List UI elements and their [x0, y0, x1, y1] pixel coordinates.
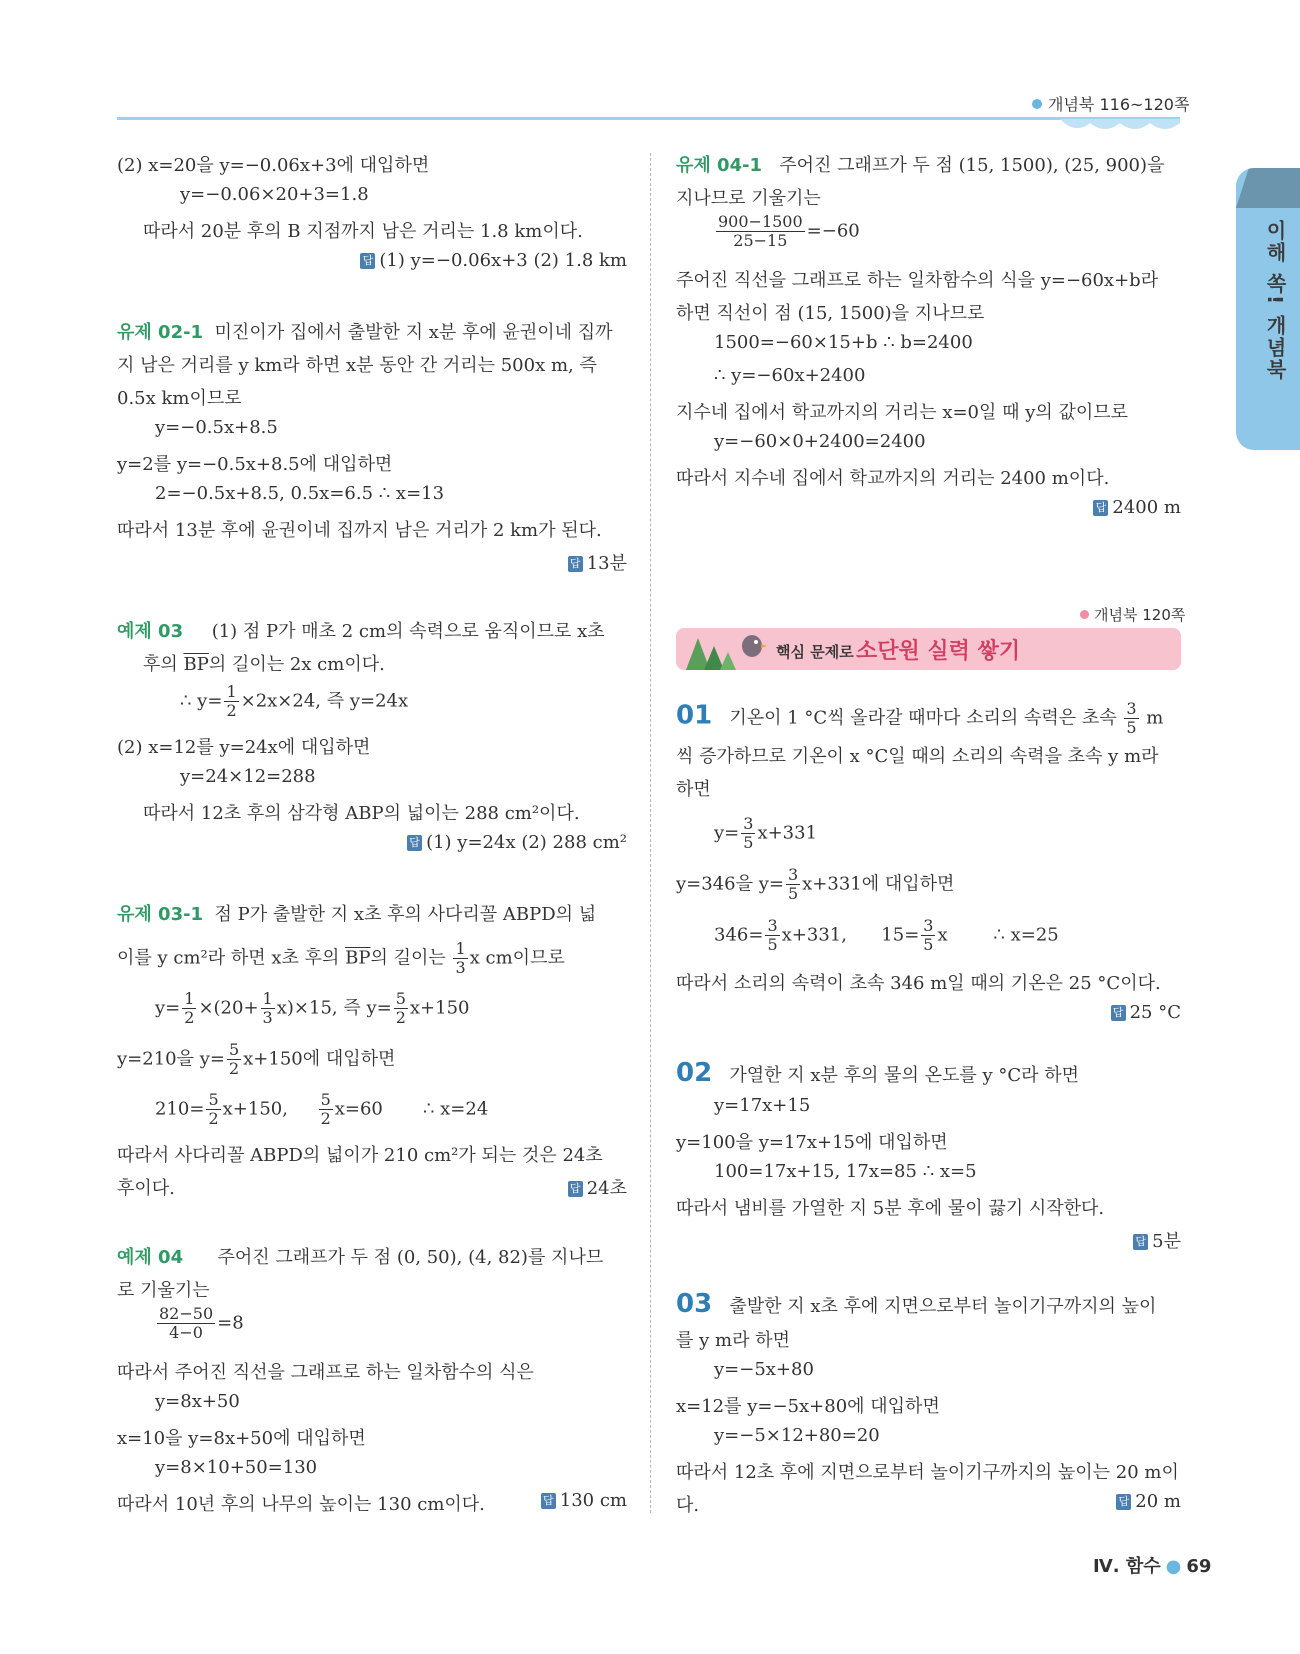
- text-line: 지 남은 거리를 y km라 하면 x분 동안 간 거리는 500x m, 즉: [117, 355, 597, 376]
- equation: [155, 990, 469, 1027]
- text: x+331,: [781, 924, 847, 946]
- trees-bird-illustration: [676, 628, 776, 670]
- text-line: 따라서 13분 후에 윤권이네 집까지 남은 거리가 2 km가 된다.: [117, 520, 602, 541]
- text: 의 길이는 2x cm이다.: [208, 654, 385, 675]
- bullet-icon: [1080, 610, 1089, 619]
- text-line: (2) x=20을 y=−0.06x+3에 대입하면: [117, 155, 430, 176]
- section-banner: [676, 628, 1181, 670]
- fraction: [206, 1091, 220, 1128]
- text: =−60: [806, 220, 860, 242]
- text-line: 후이다.: [117, 1178, 175, 1199]
- text-line: 주어진 그래프가 두 점 (0, 50), (4, 82)를 지나므: [217, 1247, 604, 1268]
- answer: [541, 1490, 627, 1511]
- problem-label: 예제 03: [117, 621, 184, 642]
- equation: 1500=−60×15+b ∴ b=2400: [714, 332, 973, 353]
- text: 후의: [143, 654, 184, 675]
- numerator: 1: [455, 939, 466, 958]
- equation: y=−0.06×20+3=1.8: [180, 184, 369, 205]
- text: m: [1146, 707, 1164, 729]
- numerator: 3: [787, 865, 799, 884]
- text-line: 따라서 지수네 집에서 학교까지의 거리는 2400 m이다.: [676, 468, 1110, 489]
- equation: [714, 213, 860, 250]
- text-line: 따라서 12초 후에 지면으로부터 놀이기구까지의 높이는 20 m이: [676, 1462, 1179, 1483]
- text-line: 지수네 집에서 학교까지의 거리는 x=0일 때 y의 값이므로: [676, 402, 1129, 423]
- answer-icon: 답: [1093, 500, 1108, 516]
- problem-02: [676, 1058, 1079, 1088]
- equation: y=24×12=288: [180, 766, 316, 787]
- equation: y=−0.5x+8.5: [155, 417, 278, 438]
- problem-e03: [117, 617, 605, 643]
- denominator: 2: [184, 1008, 195, 1027]
- text: ×2x×24, 즉 y=24x: [240, 690, 409, 712]
- text: ×(20+: [198, 997, 259, 1019]
- problem-u04-1: [676, 151, 1164, 177]
- problem-u03-1: [117, 900, 596, 926]
- answer-icon: 답: [1111, 1005, 1126, 1021]
- equation: 2=−0.5x+8.5, 0.5x=6.5 ∴ x=13: [155, 483, 445, 504]
- text-line: 점 P가 출발한 지 x초 후의 사다리꼴 ABPD의 넓: [214, 904, 597, 925]
- chapter-title: Ⅳ. 함수: [1093, 1556, 1161, 1577]
- tab-fold: [1236, 168, 1300, 208]
- text: x+331: [757, 822, 818, 844]
- denominator: 5: [767, 935, 778, 954]
- text-line: y=2를 y=−0.5x+8.5에 대입하면: [117, 454, 393, 475]
- answer-text: (1) y=−0.06x+3 (2) 1.8 km: [379, 250, 627, 271]
- fraction: [453, 940, 467, 977]
- text-line: 주어진 직선을 그래프로 하는 일차함수의 식을 y=−60x+b라: [676, 270, 1159, 291]
- text-line: 를 y m라 하면: [676, 1330, 790, 1351]
- problem-number: 03: [676, 1289, 713, 1319]
- text: x cm이므로: [469, 947, 565, 969]
- problem-label: 유제 02-1: [117, 322, 204, 343]
- text-line: 따라서 사다리꼴 ABPD의 넓이가 210 cm²가 되는 것은 24초: [117, 1145, 603, 1166]
- wave-decoration: [1060, 119, 1180, 135]
- chapter-reference-text: 개념북 116~120쪽: [1048, 95, 1190, 114]
- text: 의 길이는: [370, 947, 452, 969]
- numerator: 82−50: [159, 1304, 214, 1323]
- fraction: [765, 917, 779, 954]
- equation: y=−5×12+80=20: [714, 1425, 880, 1446]
- numerator: 5: [208, 1090, 219, 1109]
- text-line: 하면: [676, 779, 711, 800]
- header-rule: [117, 117, 1180, 120]
- fraction: [319, 1091, 333, 1128]
- text-line: 미진이가 집에서 출발한 지 x분 후에 윤권이네 집까: [214, 322, 613, 343]
- text: 346=: [714, 924, 764, 946]
- numerator: 1: [262, 989, 273, 1008]
- denominator: 4−0: [169, 1323, 203, 1342]
- equation: y=−5x+80: [714, 1359, 814, 1380]
- text-line: y=100을 y=17x+15에 대입하면: [676, 1132, 948, 1153]
- text: ∴ y=: [180, 690, 223, 712]
- fraction: [921, 917, 935, 954]
- side-tab-label: 이해 쏙! 개념북: [1263, 220, 1287, 382]
- chapter-reference: [1032, 92, 1189, 115]
- text: x+150,: [222, 1098, 288, 1120]
- equation: [155, 1091, 488, 1128]
- answer-icon: 답: [568, 1181, 583, 1197]
- problem-number: 01: [676, 700, 713, 731]
- text-line: (2) x=12를 y=24x에 대입하면: [117, 737, 371, 758]
- text-line: 출발한 지 x초 후에 지면으로부터 놀이기구까지의 높이: [729, 1296, 1157, 1317]
- text-line: 주어진 그래프가 두 점 (15, 1500), (25, 900)을: [779, 155, 1165, 176]
- numerator: 1: [184, 989, 195, 1008]
- fraction: [261, 990, 275, 1027]
- text-line: 하면 직선이 점 (15, 1500)을 지나므로: [676, 303, 985, 324]
- text-line: 가열한 지 x분 후의 물의 온도를 y °C라 하면: [729, 1065, 1080, 1086]
- denominator: 25−15: [733, 231, 788, 250]
- problem-03: [676, 1289, 1156, 1319]
- text: y=: [155, 997, 181, 1019]
- denominator: 5: [787, 884, 799, 903]
- text-line: 씩 증가하므로 기온이 x °C일 때의 소리의 속력을 초속 y m라: [676, 746, 1159, 767]
- equation: y=−60×0+2400=2400: [714, 431, 926, 452]
- denominator: 5: [923, 935, 934, 954]
- text: ∴ x=24: [422, 1098, 489, 1120]
- fraction: [157, 1305, 215, 1342]
- answer: [568, 549, 627, 575]
- text-line: 따라서 10년 후의 나무의 높이는 130 cm이다.: [117, 1494, 485, 1515]
- section-reference: [1080, 604, 1185, 625]
- text-line: 0.5x km이므로: [117, 388, 242, 409]
- text-line: 따라서 20분 후의 B 지점까지 남은 거리는 1.8 km이다.: [143, 221, 583, 242]
- numerator: 1: [226, 682, 237, 701]
- answer-icon: 답: [407, 835, 422, 851]
- answer-text: 5분: [1152, 1231, 1181, 1252]
- banner-title: 소단원 실력 쌓기: [856, 639, 1021, 664]
- text: y=210을 y=: [117, 1048, 225, 1070]
- text: 기온이 1 °C씩 올라갈 때마다 소리의 속력은 초속: [729, 707, 1117, 729]
- text: x: [937, 924, 948, 946]
- segment-label: $\overline{BP}$: [345, 947, 371, 969]
- equation: 100=17x+15, 17x=85 ∴ x=5: [714, 1161, 977, 1182]
- text: y=346을 y=: [676, 873, 784, 895]
- numerator: 3: [743, 814, 754, 833]
- problem-label: 유제 03-1: [117, 904, 204, 925]
- equation: ∴ y=−60x+2400: [714, 365, 866, 386]
- text-line: [117, 1041, 395, 1078]
- text: ∴ x=25: [993, 924, 1059, 946]
- fraction: [224, 683, 238, 720]
- text: 이를 y cm²라 하면 x초 후의: [117, 947, 346, 969]
- text-line: 따라서 주어진 직선을 그래프로 하는 일차함수의 식은: [117, 1362, 534, 1383]
- answer-text: (1) y=24x (2) 288 cm²: [426, 832, 627, 853]
- equation: y=8×10+50=130: [155, 1457, 318, 1478]
- numerator: 900−1500: [718, 212, 803, 231]
- numerator: 5: [228, 1040, 240, 1059]
- denominator: 2: [226, 701, 237, 720]
- equation: y=17x+15: [714, 1095, 811, 1116]
- text: x)×15, 즉 y=: [276, 997, 392, 1019]
- numerator: 3: [767, 916, 778, 935]
- text: =8: [217, 1312, 244, 1334]
- text: x=60: [334, 1098, 383, 1120]
- text-line: 따라서 소리의 속력이 초속 346 m일 때의 기온은 25 °C이다.: [676, 973, 1161, 994]
- answer: [1116, 1491, 1181, 1512]
- problem-label: 유제 04-1: [676, 155, 763, 176]
- answer-text: 20 m: [1135, 1491, 1181, 1512]
- answer: [360, 250, 627, 271]
- denominator: 2: [395, 1008, 406, 1027]
- answer: [1133, 1227, 1181, 1253]
- text-line: 따라서 12초 후의 삼각형 ABP의 넓이는 288 cm²이다.: [143, 803, 580, 824]
- answer-text: 13분: [586, 553, 627, 574]
- numerator: 5: [395, 989, 406, 1008]
- banner-subtitle: 핵심 문제로: [776, 643, 854, 661]
- segment-label: $\overline{BP}$: [183, 654, 209, 675]
- fraction: [741, 815, 755, 852]
- answer-icon: 답: [1133, 1234, 1148, 1250]
- denominator: 5: [743, 833, 754, 852]
- equation: [714, 815, 817, 852]
- fraction: [394, 990, 408, 1027]
- answer: [1093, 497, 1181, 518]
- answer-text: 2400 m: [1112, 497, 1181, 518]
- fraction: [182, 990, 196, 1027]
- numerator: 3: [1126, 699, 1137, 718]
- fraction: [786, 866, 800, 903]
- answer-icon: 답: [568, 556, 583, 572]
- denominator: 3: [455, 958, 466, 977]
- answer-icon: 답: [1116, 1494, 1131, 1510]
- problem-label: 예제 04: [117, 1247, 184, 1268]
- problem-01: [676, 700, 1163, 737]
- text-line: (1) 점 P가 매초 2 cm의 속력으로 움직이므로 x초: [211, 621, 605, 642]
- answer: [1111, 1002, 1181, 1023]
- problem-number: 02: [676, 1058, 713, 1088]
- answer-icon: 답: [541, 1493, 556, 1509]
- equation: [714, 917, 1059, 954]
- text: x+331에 대입하면: [802, 873, 955, 895]
- text-line: 로 기울기는: [117, 1280, 210, 1301]
- text-line: 다.: [676, 1495, 700, 1516]
- equation: [155, 1305, 244, 1342]
- text-line: [143, 650, 385, 676]
- numerator: 5: [320, 1090, 331, 1109]
- bullet-icon: [1032, 99, 1042, 109]
- text-line: 따라서 냄비를 가열한 지 5분 후에 물이 끓기 시작한다.: [676, 1198, 1105, 1219]
- fraction: [1124, 700, 1138, 737]
- equation: [180, 683, 408, 720]
- answer-text: 24초: [586, 1178, 627, 1199]
- denominator: 5: [1126, 718, 1137, 737]
- page-number: 69: [1186, 1556, 1212, 1577]
- text-line: x=10을 y=8x+50에 대입하면: [117, 1428, 366, 1449]
- denominator: 2: [228, 1059, 240, 1078]
- page-footer: [1093, 1552, 1211, 1578]
- answer: [568, 1174, 627, 1200]
- answer: [407, 832, 627, 853]
- text-line: [676, 866, 954, 903]
- denominator: 2: [320, 1109, 331, 1128]
- answer-icon: 답: [360, 253, 375, 269]
- section-side-tab: [1236, 168, 1300, 450]
- text: x+150에 대입하면: [243, 1048, 396, 1070]
- problem-u02-1: [117, 318, 613, 344]
- bullet-icon: ●: [1165, 1556, 1182, 1577]
- text-line: x=12를 y=−5x+80에 대입하면: [676, 1396, 940, 1417]
- fraction: [716, 213, 805, 250]
- equation: y=8x+50: [155, 1391, 240, 1412]
- denominator: 3: [262, 1008, 273, 1027]
- text: x+150: [409, 997, 470, 1019]
- numerator: 3: [923, 916, 934, 935]
- answer-text: 130 cm: [559, 1490, 627, 1511]
- text: 210=: [155, 1098, 205, 1120]
- section-reference-text: 개념북 120쪽: [1094, 606, 1186, 624]
- problem-e04: [117, 1243, 603, 1269]
- denominator: 2: [208, 1109, 219, 1128]
- text-line: 지나므로 기울기는: [676, 188, 821, 209]
- column-divider: [650, 153, 651, 1513]
- text-line: [117, 940, 565, 977]
- text: y=: [714, 822, 740, 844]
- answer-text: 25 °C: [1129, 1002, 1181, 1023]
- text: 15=: [881, 924, 920, 946]
- fraction: [227, 1041, 241, 1078]
